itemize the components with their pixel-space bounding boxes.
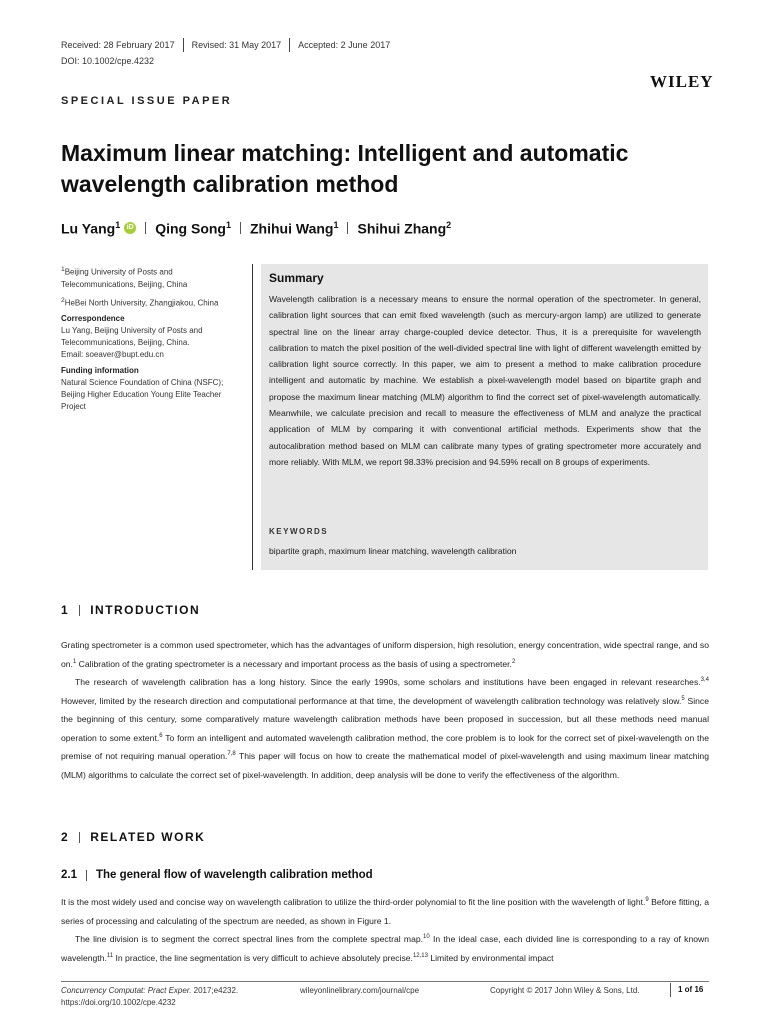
paragraph: Grating spectrometer is a common used spectrometer, which has the advantages of uniform dispersion, high resolution, energy concentration, wide spectral range, and so on.$^1$ Calibration of the grating spectrometer is a necessary and important process as the basis of using a spectrometer.$^2$ — [61, 640, 709, 669]
footer-citation: Concurrency Computat: Pract Exper. 2017;e4232. https://doi.org/10.1002/cpe.4232 — [61, 986, 239, 1007]
revised-date: Revised: 31 May 2017 — [191, 40, 282, 50]
affiliation: $^2$HeBei North University, Zhangjiakou, China — [61, 296, 219, 308]
accepted-date: Accepted: 2 June 2017 — [298, 40, 391, 50]
introduction-body — [61, 636, 709, 784]
author-list — [61, 220, 451, 237]
keywords: bipartite graph, maximum linear matching, wavelength calibration — [269, 546, 517, 556]
divider — [183, 38, 184, 52]
subsection-heading: 2.1 The general flow of wavelength calibration method — [61, 869, 373, 881]
keywords-heading: KEYWORDS — [269, 527, 329, 536]
divider — [289, 38, 290, 52]
abstract-box — [261, 264, 708, 570]
author[interactable]: Shihui Zhang$^2$ — [357, 220, 452, 237]
email-link[interactable]: Email: soeaver@bupt.edu.cn — [61, 350, 164, 360]
paper-title: Maximum linear matching: Intelligent and automatic wavelength calibration method — [61, 140, 629, 197]
paragraph: The research of wavelength calibration has a long history. Since the early 1990s, some scholars and institutions have been engaged in relevant researches.$^{3,4}$ However, limited by the research direction and computational performance at that time, the development of wavelength calibration technology was relatively slow.$^5$ Since the beginning of this century, some comparatively mature wavelength calibration methods have been proposed in succession, but all these methods need manual operation to some extent.$^6$ To form an intelligent and automated wavelength calibration method, the core problem is to look for the correct set of pixel-wavelength on the premise of not requiring manual operation.$^{7,8}$ This paper will focus on how to create the mathematical model of pixel-wavelength and using maximum linear matching (MLM) algorithms to calculate the correct set of pixel-wavelength. In addition, deep analysis will be done to verify the effectiveness of the algorithm. — [61, 677, 709, 780]
received-date: Received: 28 February 2017 — [61, 40, 175, 50]
page-number: 1 of 16 — [678, 985, 704, 994]
abstract-heading: Summary — [269, 271, 324, 285]
column-divider — [252, 264, 253, 570]
copyright: Copyright © 2017 John Wiley & Sons, Ltd. — [490, 986, 640, 995]
paragraph: The line division is to segment the correct spectral lines from the complete spectral map.$^{10}$ In the ideal case, each divided line is corresponding to a ray of known wavelength.$^{11}$ In practice, the line segmentation is very difficult to achieve absolutely precise.$^{12,13}$ Limited by environmental impact — [61, 934, 709, 963]
paragraph: It is the most widely used and concise way on wavelength calibration to utilize the third-order polynomial to fit the line position with the wavelength of light.$^9$ Before fitting, a series of processing and calculating of the spectrum are needed, as shown in Figure 1. — [61, 897, 709, 926]
correspondence: Correspondence Lu Yang, Beijing University of Posts and Telecommunications, Beijing, China. Email: soeaver@bupt.edu.cn — [61, 313, 246, 361]
doi: DOI: 10.1002/cpe.4232 — [61, 56, 155, 66]
affiliation: $^1$Beijing University of Posts and Telecommunications, Beijing, China — [61, 266, 188, 289]
author[interactable]: Qing Song$^1$ — [155, 220, 231, 237]
author[interactable]: Zhihui Wang$^1$ — [250, 220, 339, 237]
divider — [347, 222, 348, 234]
section-heading-introduction: 1 INTRODUCTION — [61, 603, 201, 617]
author[interactable]: Lu Yang$^1$ — [61, 220, 121, 237]
publisher-logo: WILEY — [650, 72, 714, 91]
footer-divider — [61, 981, 709, 982]
divider — [145, 222, 146, 234]
subsection-body — [61, 893, 709, 967]
divider — [240, 222, 241, 234]
orcid-icon[interactable]: iD — [124, 222, 136, 234]
funding: Funding information Natural Science Foundation of China (NSFC); Beijing Higher Education Young Elite Teacher Project — [61, 366, 224, 412]
date-line — [61, 38, 390, 52]
doi-link[interactable]: https://doi.org/10.1002/cpe.4232 — [61, 998, 176, 1007]
author-info-column — [61, 264, 246, 417]
divider — [670, 983, 671, 997]
section-heading-related-work: 2 RELATED WORK — [61, 830, 206, 844]
paper-category: SPECIAL ISSUE PAPER — [61, 95, 233, 107]
abstract-text: Wavelength calibration is a necessary means to ensure the normal operation of the spectrometer. In general, calibration light sources that can emit fixed wavelength (such as mercury-argon lamp) are utilized to generate spectral line on the linear array charge-coupled device detector. Thus, it is a prerequisite for wavelength calibration to match the pixel position of the well-divided spectral line with light of different wavelength emitted by calibration light source correctly. In this paper, we aim to present a method to make calibration procedure intelligent and automatic by machine. We establish a pixel-wavelength model based on bipartite graph and propose the maximum linear matching (MLM) algorithm to find the correct set of pixel-wavelength automatically. Meanwhile, we calculate precision and recall to measure the effectiveness of MLM and analyze the practical application of MLM by comparing it with conventional artificial methods. Experiments show that the autocalibration method based on MLM can calibrate many types of grating spectrometer more accurately and more reliably. With MLM, we report 98.33% precision and 94.59% recall on 8 groups of experiments. — [269, 294, 701, 467]
journal-website-link[interactable]: wileyonlinelibrary.com/journal/cpe — [300, 986, 420, 995]
